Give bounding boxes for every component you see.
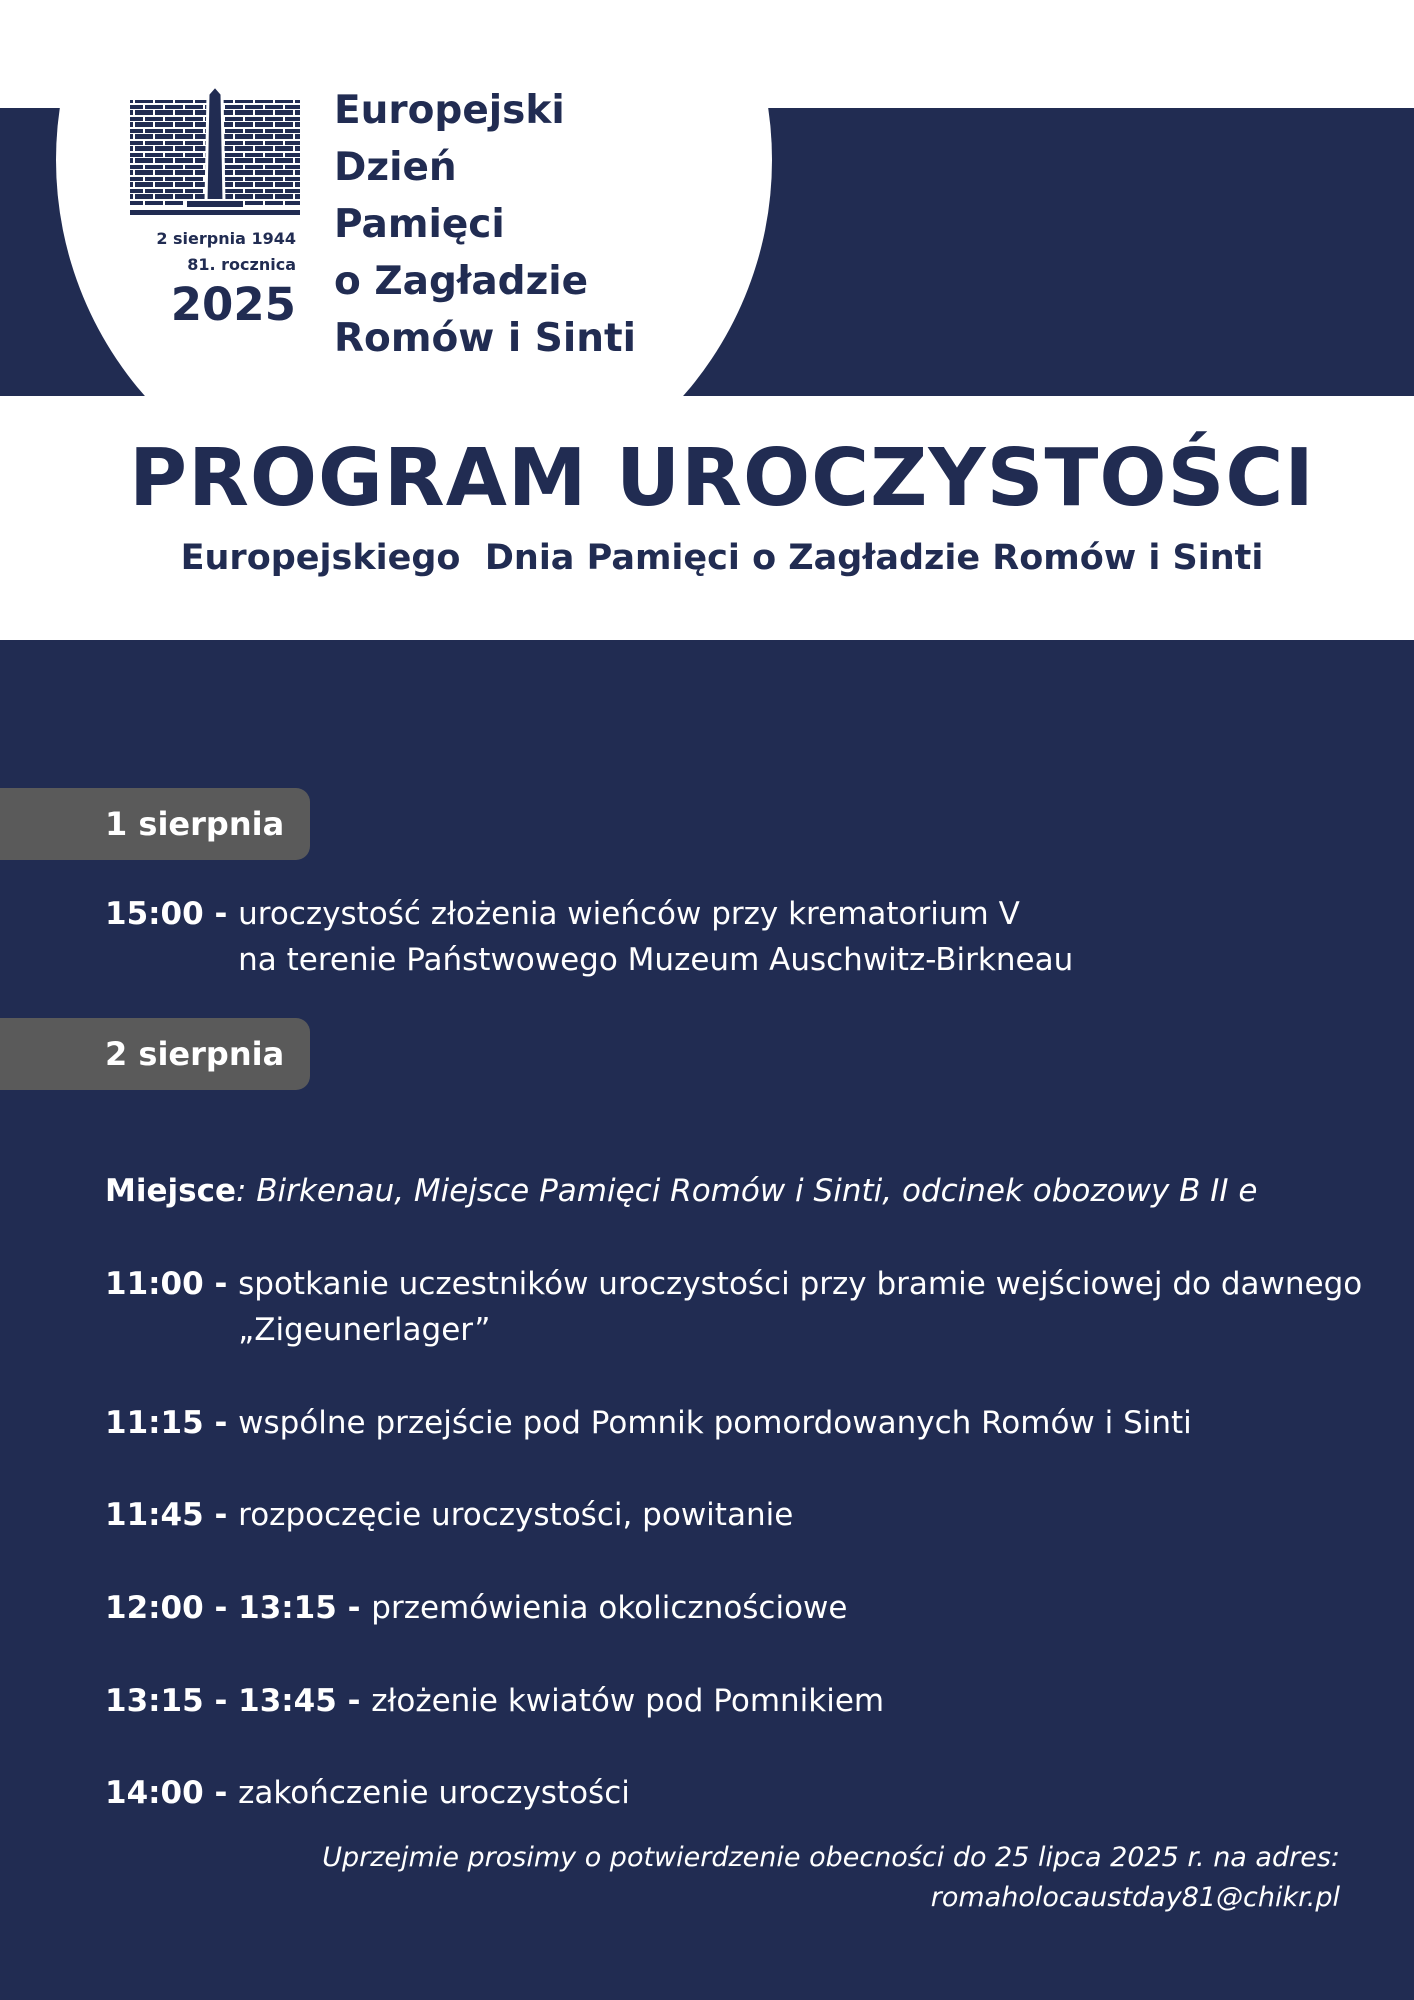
- event-time: 12:00 - 13:15 -: [105, 1590, 372, 1626]
- venue: [105, 1168, 1258, 1214]
- schedule-item: [105, 1678, 884, 1724]
- event-description: wspólne przejście pod Pomnik pomordowanych Romów i Sinti: [238, 1405, 1192, 1441]
- venue-label: Miejsce: [105, 1173, 236, 1209]
- event-time: 11:00 -: [105, 1266, 239, 1302]
- schedule-item: [105, 891, 1073, 983]
- rsvp-email: romaholocaustday81@chikr.pl: [930, 1882, 1340, 1913]
- event-name: [334, 82, 636, 367]
- event-description: złożenie kwiatów pod Pomnikiem: [371, 1683, 885, 1719]
- event-name-line: Romów i Sinti: [334, 316, 637, 361]
- program-subtitle: Europejskiego Dnia Pamięci o Zagładzie Romów i Sinti: [180, 538, 1264, 578]
- rsvp-note: [322, 1838, 1340, 1918]
- event-time: 14:00 -: [105, 1775, 239, 1811]
- program-title: PROGRAM UROCZYSTOŚCI: [129, 432, 1315, 524]
- schedule-item: [105, 1492, 793, 1538]
- logo-year: 2025: [170, 278, 296, 331]
- schedule-item: [105, 1400, 1192, 1446]
- rsvp-text: Uprzejmie prosimy o potwierdzenie obecności do 25 lipca 2025 r. na adres:: [322, 1842, 1340, 1873]
- date-tab-day2: 2 sierpnia: [0, 1018, 310, 1090]
- event-name-line: Pamięci: [334, 202, 505, 247]
- event-time: 15:00 -: [105, 896, 239, 932]
- event-time: 11:15 -: [105, 1405, 239, 1441]
- schedule-item: [105, 1770, 630, 1816]
- venue-text: : Birkenau, Miejsce Pamięci Romów i Sinti, odcinek obozowy B II e: [235, 1173, 1258, 1209]
- event-description: na terenie Państwowego Muzeum Auschwitz-Birkneau: [238, 942, 1074, 978]
- date-tab-day1: 1 sierpnia: [0, 788, 310, 860]
- event-description: „Zigeunerlager”: [238, 1312, 491, 1348]
- memorial-obelisk-brick-wall-icon: [130, 86, 300, 218]
- event-name-line: Dzień: [334, 145, 457, 190]
- event-description: rozpoczęcie uroczystości, powitanie: [238, 1497, 794, 1533]
- event-time: 13:15 - 13:45 -: [105, 1683, 372, 1719]
- event-name-line: Europejski: [334, 88, 565, 133]
- schedule-item: [105, 1261, 1362, 1353]
- event-description: zakończenie uroczystości: [238, 1775, 630, 1811]
- event-name-line: o Zagładzie: [334, 259, 589, 304]
- logo-date: 2 sierpnia 1944: [156, 229, 296, 248]
- event-time: 11:45 -: [105, 1497, 239, 1533]
- schedule-item: [105, 1585, 847, 1631]
- logo-anniversary: 81. rocznica: [187, 255, 296, 274]
- event-description: przemówienia okolicznościowe: [371, 1590, 848, 1626]
- event-description: uroczystość złożenia wieńców przy krematorium V: [238, 896, 1020, 932]
- event-description: spotkanie uczestników uroczystości przy bramie wejściowej do dawnego: [238, 1266, 1363, 1302]
